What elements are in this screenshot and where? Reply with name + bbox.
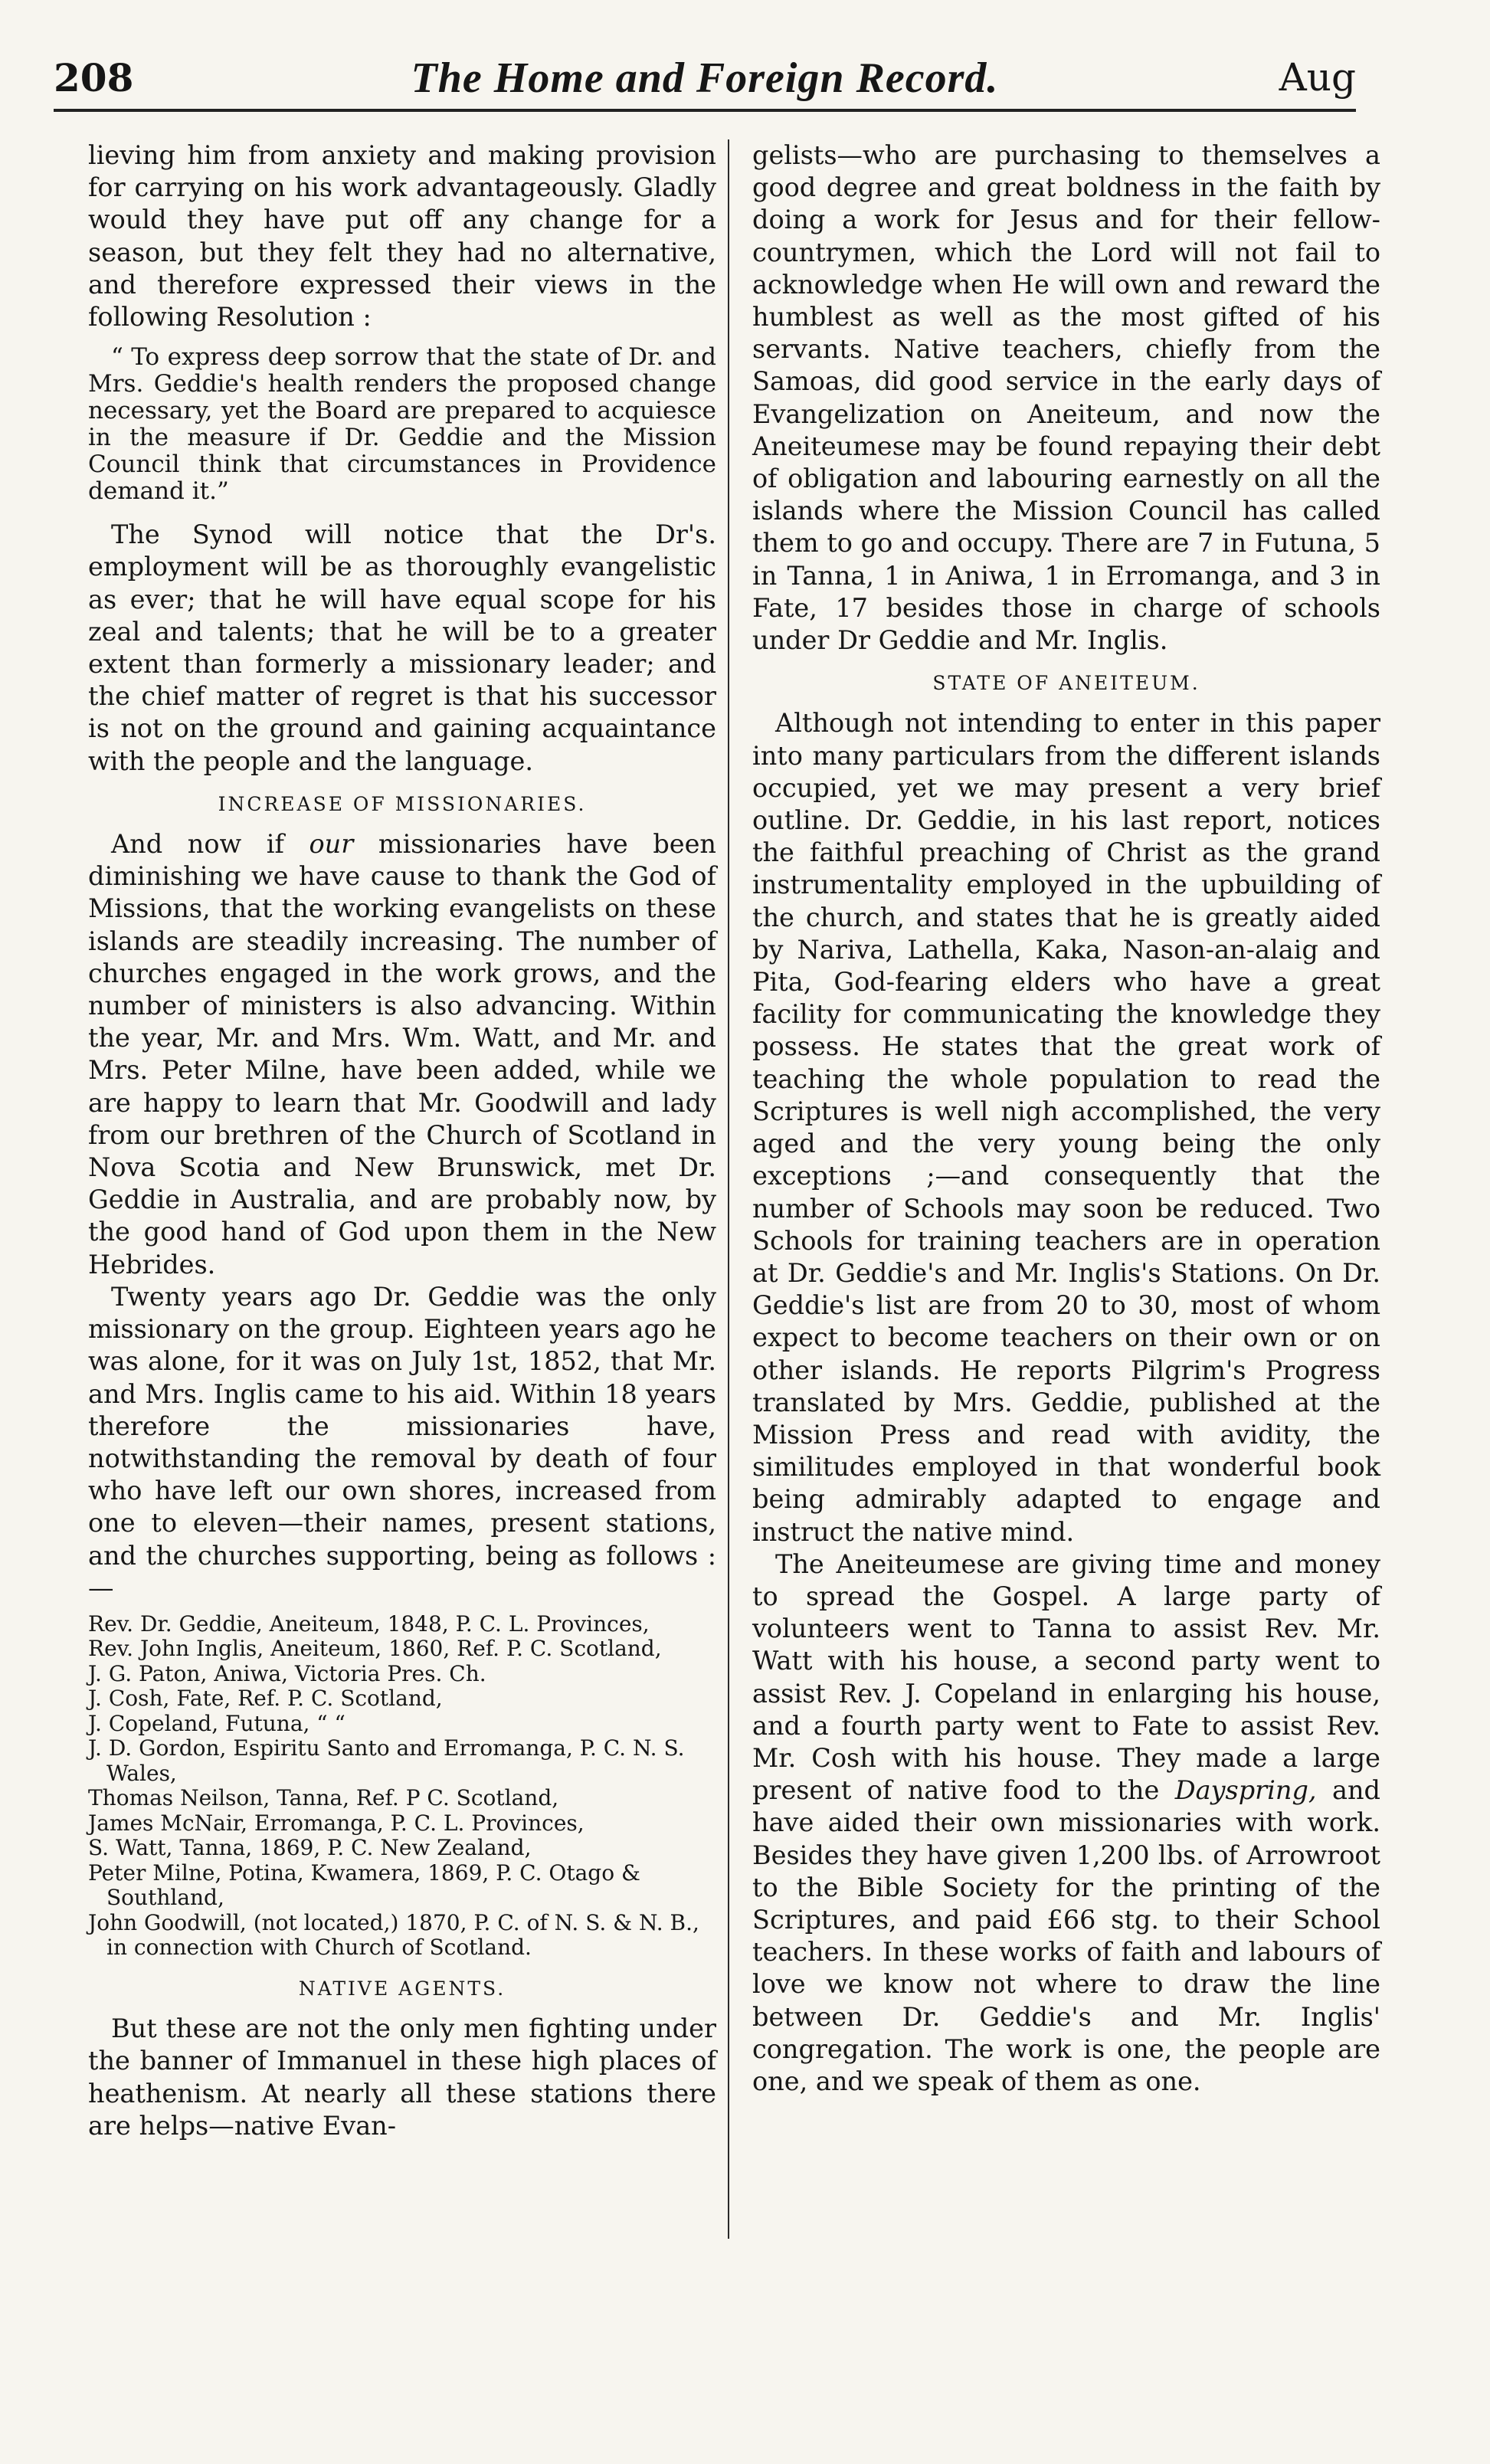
paragraph [88, 828, 716, 1281]
list-item: J. D. Gordon, Espiritu Santo and Erromanga, P. C. N. S. Wales, [88, 1735, 685, 1786]
left-column [88, 139, 716, 2142]
missionary-list [88, 1612, 716, 1961]
paragraph: Although not intending to enter in this paper into many particulars from the different islands occupied, yet we may present a very brief outline. Dr. Geddie, in his last report, notices the faithful preaching of Christ as the grand instrumentality employed in the upbuilding of the church, and states that he is greatly aided by Nariva, Lathella, Kaka, Nason-an-alaig and Pita, God-fearing elders who have a great facility for communicating the knowledge they possess. He states that the great work of teaching the whole population to read the Scriptures is well nigh accomplished, the very aged and the very young being the only exceptions ;—and consequently that the number of Schools may soon be reduced. Two Schools for training teachers are in operation at Dr. Geddie's and Mr. Inglis's Stations. On Dr. Geddie's list are from 20 to 30, most of whom expect to become teachers on their own or on other islands. He reports Pilgrim's Progress translated by Mrs. Geddie, published at the Mission Press and read with avidity, the similitudes employed in that wonderful book being admirably adapted to engage and instruct the native mind. [752, 708, 1380, 1547]
list-item: S. Watt, Tanna, 1869, P. C. New Zealand, [88, 1835, 532, 1861]
list-item: James McNair, Erromanga, P. C. L. Provinces, [88, 1810, 585, 1836]
list-item: Thomas Neilson, Tanna, Ref. P C. Scotland, [88, 1785, 559, 1811]
header-month: Aug [1279, 55, 1356, 100]
section-heading-state-of-aneiteum: STATE OF ANEITEUM. [932, 672, 1200, 695]
right-column [752, 139, 1380, 2098]
list-item: Peter Milne, Potina, Kwamera, 1869, P. C. Otago & Southland, [88, 1859, 640, 1911]
section-heading-native-agents: NATIVE AGENTS. [298, 1977, 506, 2000]
list-item: J. Cosh, Fate, Ref. P. C. Scotland, [88, 1686, 443, 1712]
text-run: The Aneiteumese are giving time and money to spread the Gospel. A large party of volunteers went to Tanna to assist Rev. Mr. Watt with his house, a second party went to assist Rev. J. Copeland in enlarging his house, and a fourth party went to Fate to assist Rev. Mr. Cosh with his house. They made a large present of native food to the [752, 1548, 1380, 1806]
paragraph [752, 1548, 1380, 2098]
list-item: Rev. John Inglis, Aneiteum, 1860, Ref. P. C. Scotland, [88, 1636, 662, 1662]
paragraph: Twenty years ago Dr. Geddie was the only missionary on the group. Eighteen years ago he was alone, for it was on July 1st, 1852, that Mr. and Mrs. Inglis came to his aid. Within 18 years therefore the missionaries have, notwithstanding the removal by death of four who have left our own shores, increased from one to eleven—their names, present stations, and the churches supporting, being as follows :— [88, 1281, 716, 1603]
text-run: And now if [111, 829, 309, 860]
text-run: and have aided their own missionaries with work. Besides they have given 1,200 lbs. of Arrowroot to the Bible Society for the printing of the Scriptures, and paid £66 stg. to their School teachers. In these works of faith and labours of love we know not where to draw the line between Dr. Geddie's and Mr. Inglis' congregation. The work is one, the people are one, and we speak of them as one. [752, 1775, 1380, 2096]
section-heading-increase-of-missionaries: INCREASE OF MISSIONARIES. [218, 792, 587, 815]
list-item: Rev. Dr. Geddie, Aneiteum, 1848, P. C. L. Provinces, [88, 1610, 650, 1637]
list-item: John Goodwill, (not located,) 1870, P. C. of N. S. & N. B., in connection with Church of Scotland. [88, 1909, 699, 1961]
text-run: missionaries have been diminishing we have cause to thank the God of Missions, that the working evangelists on these islands are steadily increasing. The number of churches engaged in the work grows, and the number of ministers is also advancing. Within the year, Mr. and Mrs. Wm. Watt, and Mr. and Mrs. Peter Milne, have been added, while we are happy to learn that Mr. Goodwill and lady from our brethren of the Church of Scotland in Nova Scotia and New Brunswick, met Dr. Geddie in Australia, and are probably now, by the good hand of God upon them in the New Hebrides. [88, 829, 716, 1280]
list-item: J. Copeland, Futuna, “ “ [88, 1710, 345, 1736]
resolution-quote: “ To express deep sorrow that the state of Dr. and Mrs. Geddie's health renders the proposed change necessary, yet the Board are prepared to acquiesce in the measure if Dr. Geddie and the Mission Council think that circumstances in Providence demand it.” [88, 343, 716, 506]
list-item: J. G. Paton, Aniwa, Victoria Pres. Ch. [88, 1660, 486, 1686]
emphasis: our [309, 829, 354, 860]
emphasis: Dayspring, [1174, 1775, 1317, 1806]
column-divider [728, 139, 729, 2239]
paragraph: The Synod will notice that the Dr's. employment will be as thoroughly evangelistic as ever; that he will have equal scope for his zeal and talents; that he will be to a greater extent than formerly a missionary leader; and the chief matter of regret is that his successor is not on the ground and gaining acquaintance with the people and the language. [88, 519, 716, 776]
paragraph: lieving him from anxiety and making provision for carrying on his work advantageously. Gladly would they have put off any change for a season, but they felt they had no alternative, and therefore expressed their views in the following Resolution : [88, 140, 716, 333]
paragraph: gelists—who are purchasing to themselves a good degree and great boldness in the faith by doing a work for Jesus and for their fellow-countrymen, which the Lord will not fail to acknowledge when He will own and reward the humblest as well as the most gifted of his servants. Native teachers, chiefly from the Samoas, did good service in the early days of Evangelization on Aneiteum, and now the Aneiteumese may be found repaying their debt of obligation and labouring earnestly on all the islands where the Mission Council has called them to go and occupy. There are 7 in Futuna, 5 in Tanna, 1 in Aniwa, 1 in Erromanga, and 3 in Fate, 17 besides those in charge of schools under Dr Geddie and Mr. Inglis. [752, 140, 1380, 656]
page-number: 208 [54, 55, 134, 100]
running-header [54, 55, 1356, 112]
paragraph: But these are not the only men fighting under the banner of Immanuel in these high places of heathenism. At nearly all these stations there are helps—native Evan- [88, 2013, 716, 2141]
journal-title: The Home and Foreign Record. [411, 54, 999, 102]
